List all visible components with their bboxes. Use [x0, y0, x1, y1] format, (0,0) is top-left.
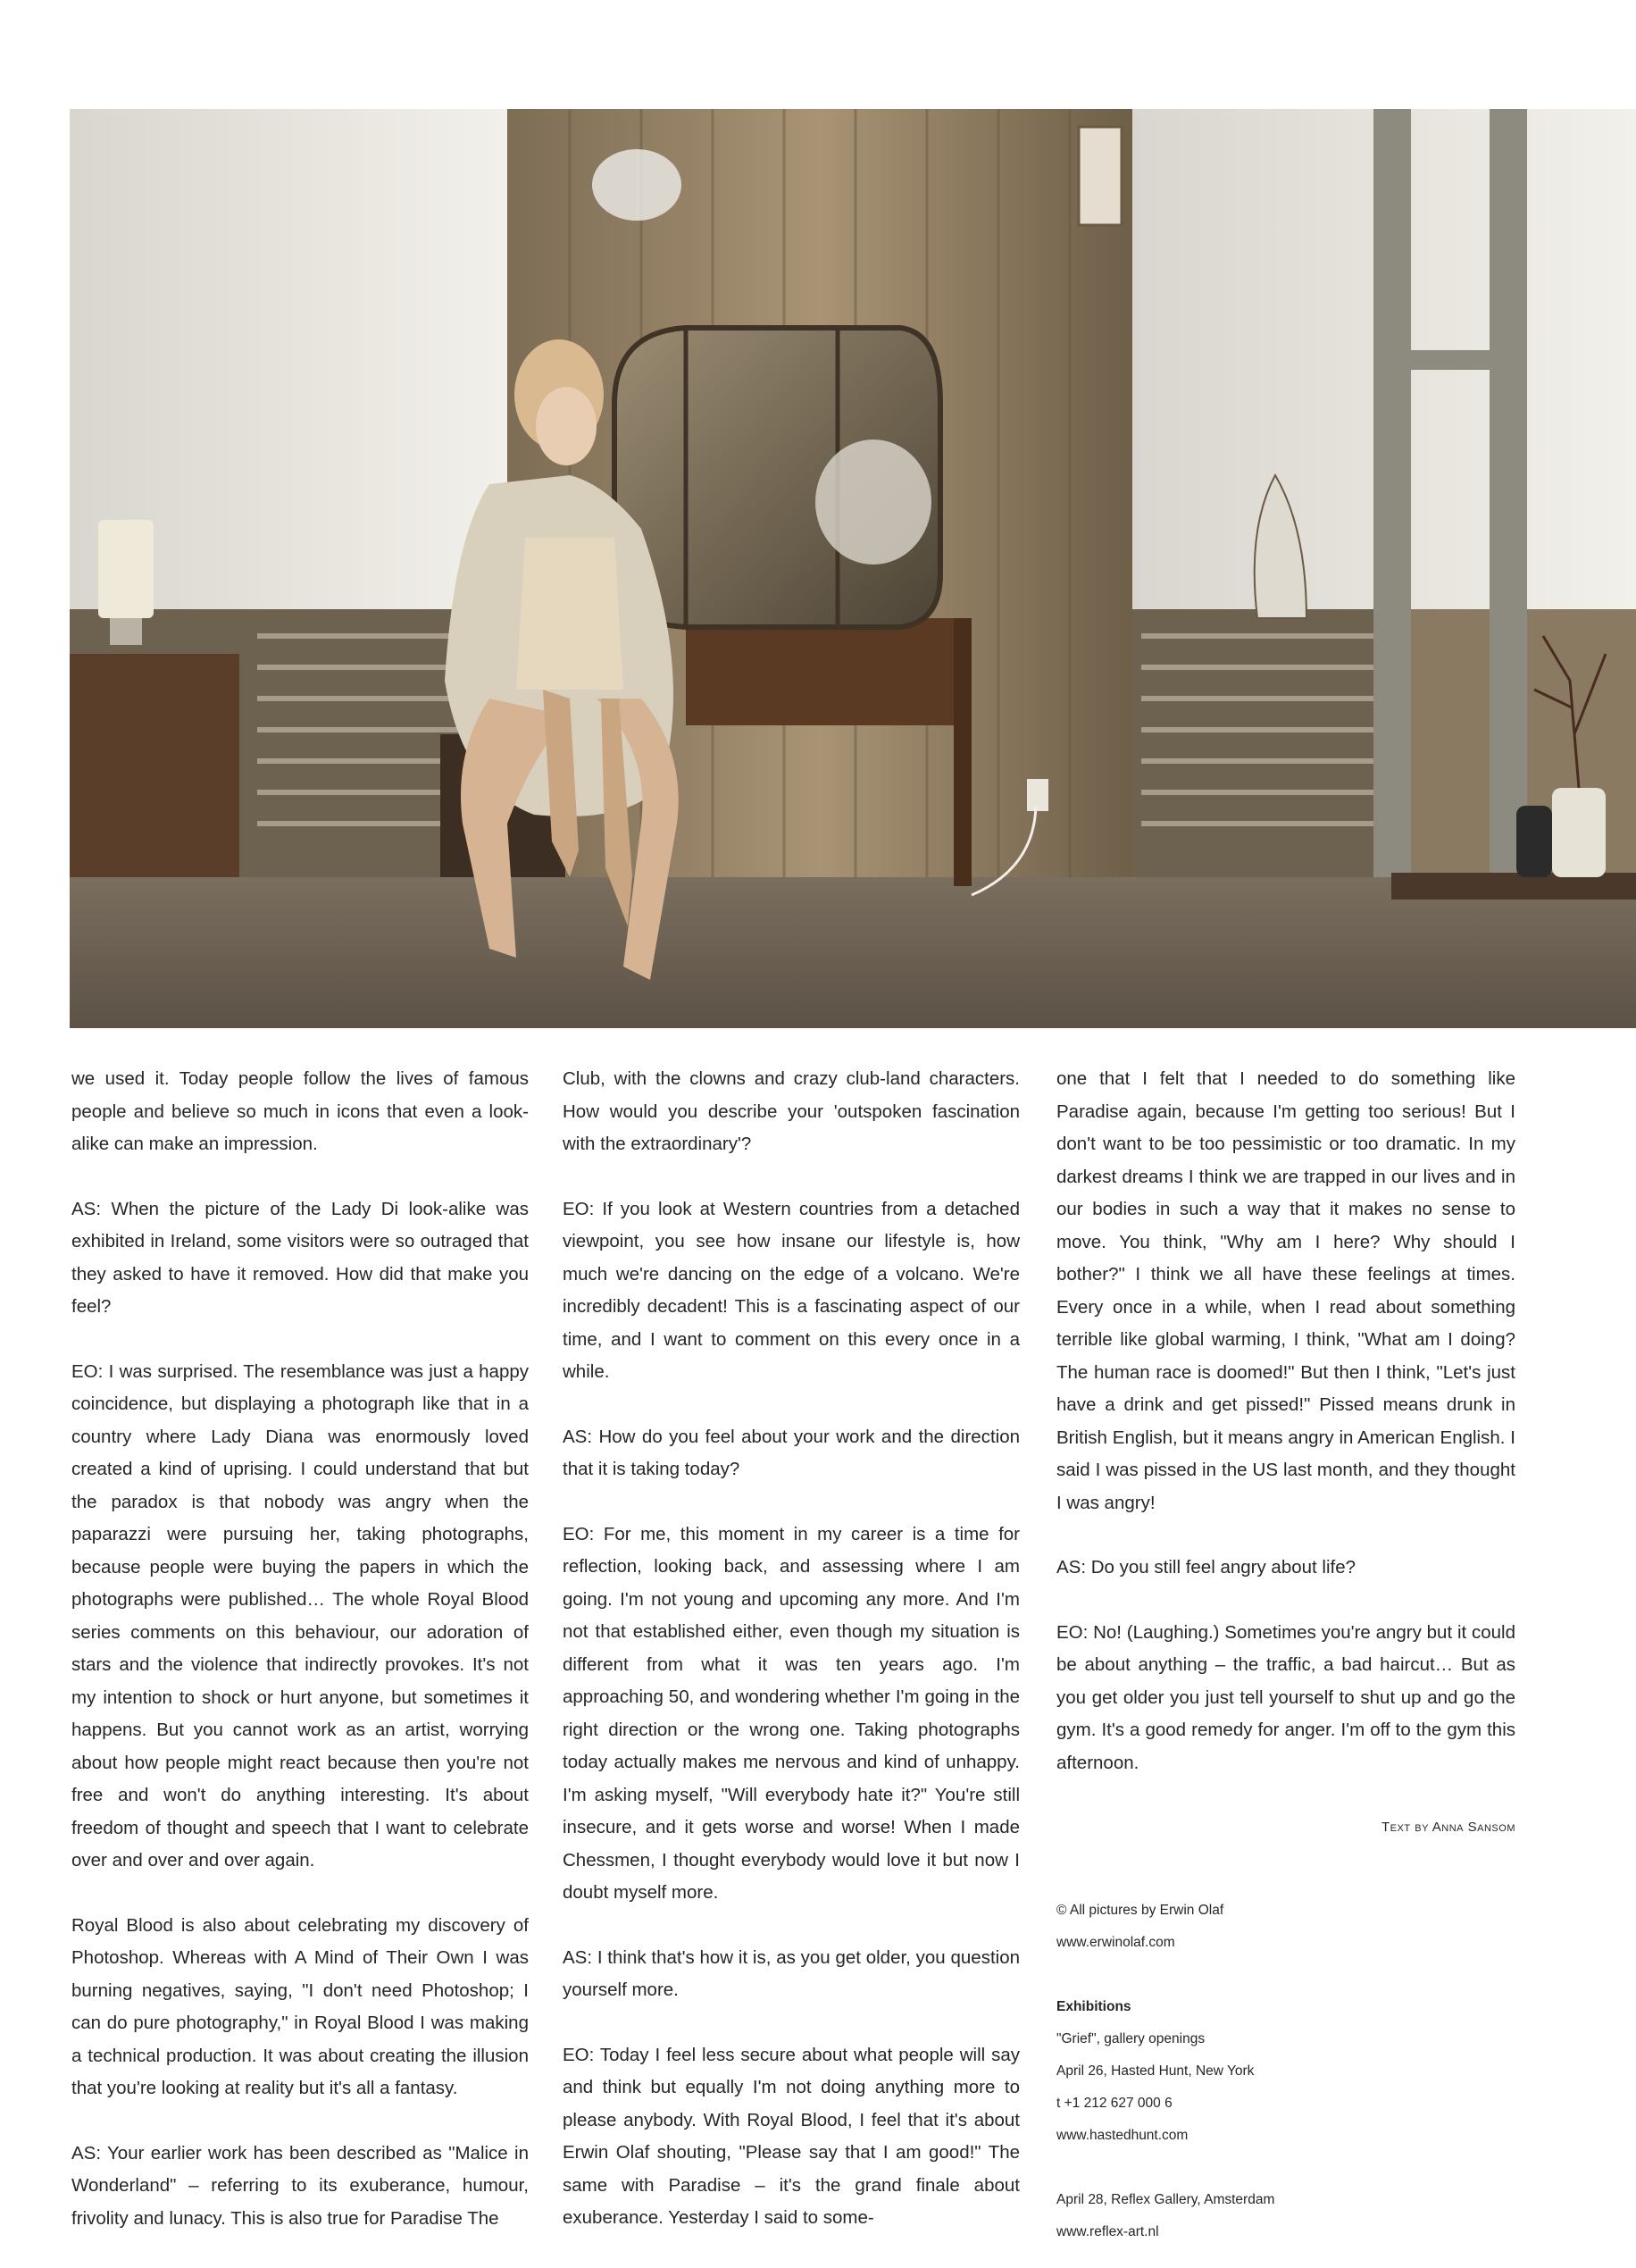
- photograph: [70, 109, 1636, 1028]
- paragraph: EO: I was surprised. The resemblance was just a happy coincidence, but displaying a photograph like that in a country where Lady Diana was enormously loved created a kind of uprising. I could understand that but the paradox is that nobody was angry when the paparazzi were pursuing her, taking photographs, because people were buying the papers in which the photographs were published… The whole Royal Blood series comments on this behaviour, our adoration of stars and the violence that indirectly provokes. It's not my intention to shock or hurt anyone, but sometimes it happens. But you cannot work as an artist, worrying about how people might react because then you're not free and won't do anything interesting. It's about freedom of thought and speech that I want to celebrate over and over and over again.: [71, 1360, 529, 1870]
- paragraph: EO: For me, this moment in my career is a time for reflection, looking back, and assessing where I am going. I'm not young and upcoming any more. And I'm not that established either, even though my situation is different from what it was ten years ago. I'm approaching 50, and wondering whether I'm going in the right direction or the wrong one. Taking photographs today actually makes me nervous and kind of unhappy. I'm asking myself, "Will everybody hate it?" You're still insecure, and it gets worse and worse! When I made Chessmen, I thought everybody would love it but now I doubt myself more.: [563, 1523, 1020, 1903]
- paragraph: AS: Do you still feel angry about life?: [1056, 1557, 1356, 1578]
- exhibition-venue: April 26, Hasted Hunt, New York: [1056, 2063, 1255, 2079]
- paragraph: we used it. Today people follow the lives of famous people and believe so much in icons that even a look-alike can make an impression.: [71, 1068, 529, 1154]
- paragraph: AS: I think that's how it is, as you get older, you question yourself more.: [563, 1946, 1020, 2000]
- paragraph: AS: How do you feel about your work and the direction that it is taking today?: [563, 1426, 1020, 1479]
- paragraph: Club, with the clowns and crazy club-land characters. How would you describe your 'outspoken fascination with the extraordinary'?: [563, 1068, 1020, 1154]
- photograph-woman-dressing-table-icon: [70, 109, 1636, 1028]
- exhibition-title: "Grief", gallery openings: [1056, 2030, 1206, 2046]
- paragraph: EO: No! (Laughing.) Sometimes you're angry but it could be about anything – the traffic, a bad haircut… But as you get older you just tell yourself to shut up and go the gym. It's a good remedy for anger. I'm off to the gym this afternoon.: [1056, 1621, 1515, 1773]
- picture-credit: © All pictures by Erwin Olaf: [1056, 1902, 1224, 1918]
- exhibition-website: www.reflex-art.nl: [1056, 2223, 1159, 2239]
- exhibition-phone: t +1 212 627 000 6: [1056, 2095, 1173, 2111]
- paragraph: AS: When the picture of the Lady Di look-alike was exhibited in Ireland, some visitors were so outraged that they asked to have it removed. How did that make you feel?: [71, 1198, 529, 1317]
- exhibition-venue: April 28, Reflex Gallery, Amsterdam: [1056, 2191, 1275, 2207]
- paragraph: EO: If you look at Western countries from a detached viewpoint, you see how insane our lifestyle is, how much we're dancing on the edge of a volcano. We're incredibly decadent! This is a fascinating aspect of our time, and I want to comment on this every once in a while.: [563, 1198, 1020, 1382]
- paragraph: Royal Blood is also about celebrating my discovery of Photoshop. Whereas with A Mind of Their Own I was burning negatives, saying, "I don't need Photoshop; I can do pure photography," in Royal Blood I was making a technical production. It was about creating the illusion that you're looking at reality but it's all a fantasy.: [71, 1914, 529, 2098]
- author-credit: Text by Anna Sansom: [1381, 1820, 1515, 1835]
- article-column-1: [71, 1063, 529, 2267]
- article-column-2: [563, 1063, 1020, 2267]
- exhibitions-heading: Exhibitions: [1056, 1998, 1131, 2014]
- exhibition-info: [1056, 1895, 1515, 2248]
- paragraph: one that I felt that I needed to do something like Paradise again, because I'm getting too serious! But I don't want to be too pessimistic or too dramatic. In my darkest dreams I think we are trapped in our lives and in our bodies in such a way that it makes no sense to move. You think, "Why am I here? Why should I bother?" I think we all have these feelings at times. Every once in a while, when I read about something terrible like global warming, I think, "What am I doing? The human race is doomed!" But then I think, "Let's just have a drink and get pissed!" Pissed means drunk in British English, but it means angry in American English. I said I was pissed in the US last month, and they thought I was angry!: [1056, 1068, 1515, 1513]
- exhibition-website: www.hastedhunt.com: [1056, 2127, 1189, 2143]
- article-column-3: [1056, 1063, 1515, 2248]
- paragraph: EO: Today I feel less secure about what people will say and think but equally I'm not doing anything more to please anybody. With Royal Blood, I feel that it's about Erwin Olaf shouting, "Please say that I am good!" The same with Paradise – it's the grand finale about exuberance. Yesterday I said to some-: [563, 2044, 1020, 2228]
- paragraph: AS: Your earlier work has been described as "Malice in Wonderland" – referring to its exuberance, humour, frivolity and lunacy. This is also true for Paradise The: [71, 2142, 529, 2229]
- artist-website: www.erwinolaf.com: [1056, 1934, 1175, 1950]
